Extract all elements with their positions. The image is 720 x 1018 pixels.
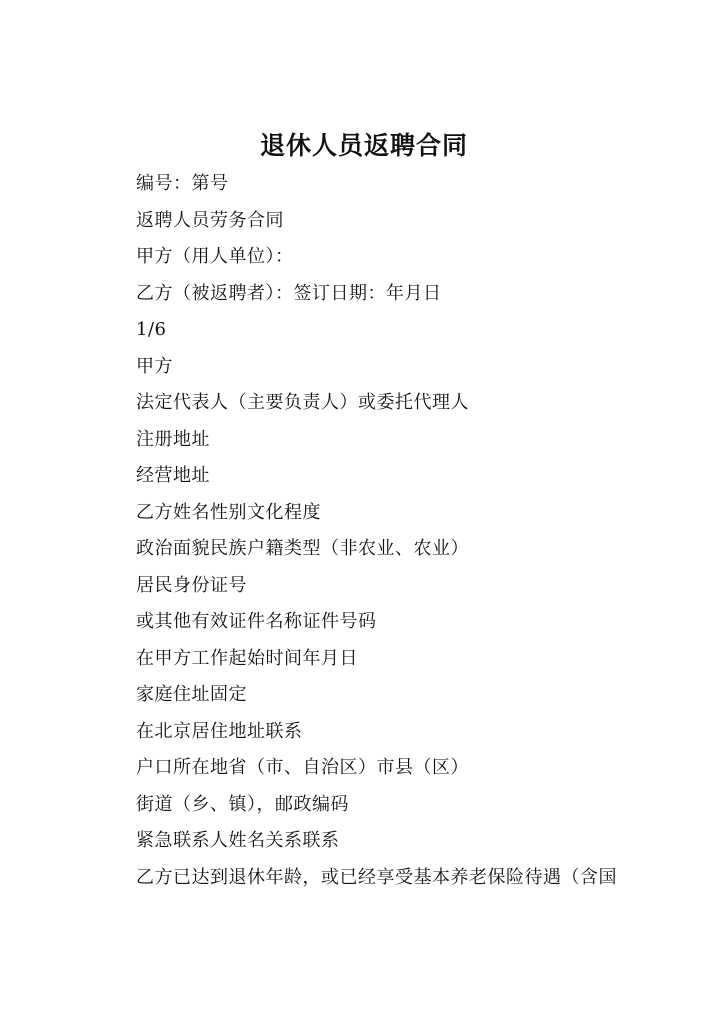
retirement-clause-line: 乙方已达到退休年龄，或已经享受基本养老保险待遇（含国: [136, 866, 617, 888]
beijing-address-line: 在北京居住地址联系: [136, 720, 303, 742]
document-title: 退休人员返聘合同: [259, 131, 468, 160]
home-address-line: 家庭住址固定: [136, 684, 247, 705]
id-number-line: 居民身份证号: [136, 574, 247, 596]
registered-address-line: 注册地址: [136, 428, 210, 450]
contract-type-line: 返聘人员劳务合同: [136, 209, 284, 231]
other-id-line: 或其他有效证件名称证件号码: [136, 611, 377, 632]
business-address-line: 经营地址: [136, 465, 210, 486]
street-postcode-line: 街道（乡、镇），邮政编码: [136, 793, 349, 815]
party-b-signing-date-line: 乙方（被返聘者）：签订日期：年月日: [136, 282, 442, 304]
emergency-contact-line: 紧急联系人姓名关系联系: [136, 830, 340, 851]
contract-number-line: 编号：第号: [136, 173, 229, 194]
party-a-line: 甲方（用人单位）：: [136, 246, 294, 267]
legal-representative-line: 法定代表人（主要负责人）或委托代理人: [136, 392, 469, 413]
party-a-heading: 甲方: [136, 355, 173, 377]
start-date-line: 在甲方工作起始时间年月日: [136, 647, 358, 669]
document-body: [136, 166, 636, 896]
household-registration-line: 户口所在地省（市、自治区）市县（区）: [136, 757, 469, 778]
party-b-personal-info-line: 乙方姓名性别文化程度: [136, 501, 321, 523]
political-status-line: 政治面貌民族户籍类型（非农业、农业）: [136, 538, 469, 559]
page-indicator: 1/6: [136, 319, 167, 340]
